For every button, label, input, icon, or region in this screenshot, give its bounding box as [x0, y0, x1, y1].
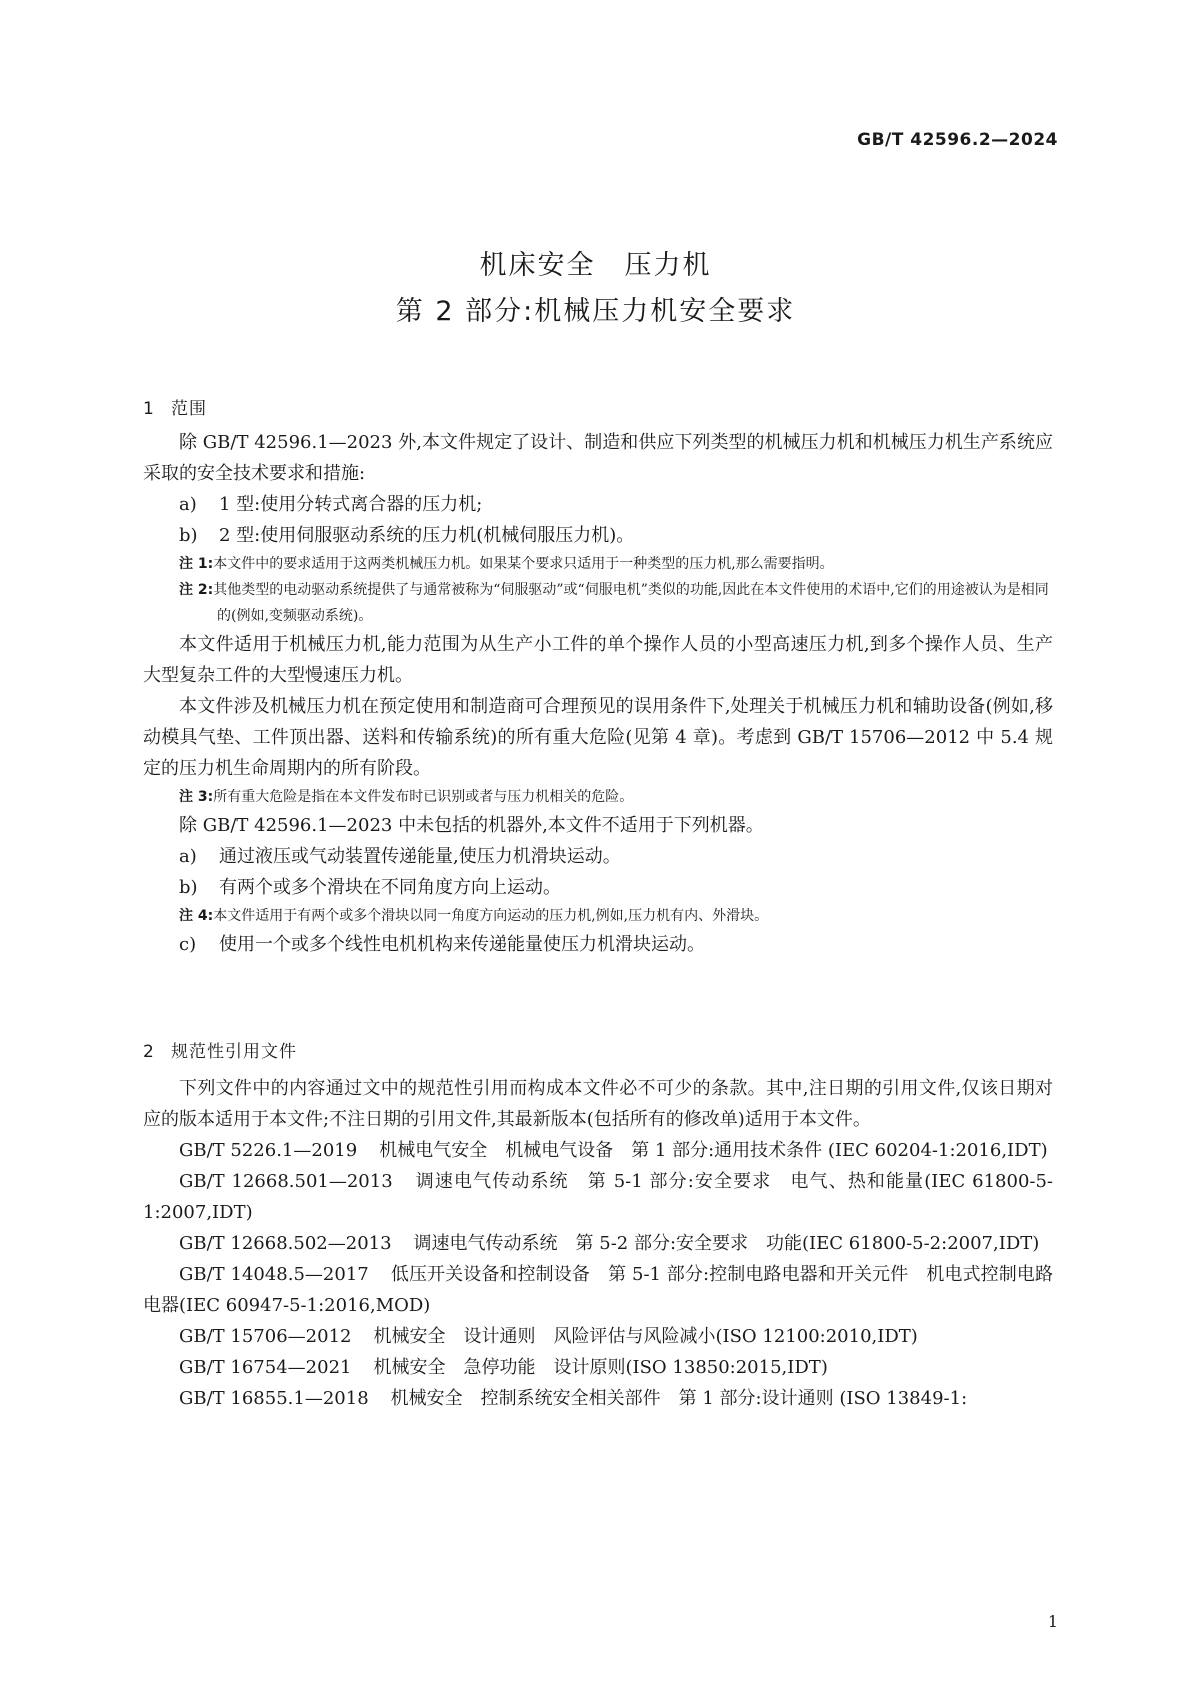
list-label: c): [179, 934, 197, 955]
note-label: 注 2:: [179, 582, 214, 598]
section-number: 1: [143, 399, 155, 419]
note-label: 注 4:: [179, 908, 214, 924]
paragraph: 下列文件中的内容通过文中的规范性引用而构成本文件必不可少的条款。其中,注日期的引用文件,仅该日期对应的版本适用于本文件;不注日期的引用文件,其最新版本(包括所有的修改单)适用于本文件。: [143, 1078, 1053, 1130]
references-body: [143, 1073, 1053, 1414]
section-number: 2: [143, 1042, 155, 1062]
standard-code: GB/T 42596.2—2024: [857, 130, 1058, 150]
reference-entry: [143, 1321, 1053, 1352]
reference-title: 机械安全 控制系统安全相关部件 第 1 部分:设计通则 (ISO 13849-1:: [390, 1388, 968, 1409]
reference-code: GB/T 15706—2012: [179, 1326, 352, 1347]
section-title: 范围: [171, 399, 207, 419]
note: [143, 577, 1053, 629]
note-text: 其他类型的电动驱动系统提供了与通常被称为“伺服驱动”或“伺服电机”类似的功能,因此在本文件使用的术语中,它们的用途被认为是相同的(例如,变频驱动系统)。: [213, 582, 1049, 624]
paragraph: 除 GB/T 42596.1—2023 外,本文件规定了设计、制造和供应下列类型的机械压力机和机械压力机生产系统应采取的安全技术要求和措施:: [143, 432, 1053, 484]
note-label: 注 3:: [179, 789, 214, 805]
section-title: 规范性引用文件: [171, 1042, 297, 1062]
section-heading-scope: [143, 394, 207, 419]
reference-entry: [143, 1383, 1053, 1414]
list-label: a): [179, 846, 197, 867]
note: [143, 903, 1053, 929]
list-text: 1 型:使用分转式离合器的压力机;: [219, 494, 483, 515]
reference-title: 低压开关设备和控制设备 第 5-1 部分:控制电路电器和开关元件 机电式控制电路电器(IEC 60947-5-1:2016,MOD): [143, 1264, 1053, 1316]
note-text: 本文件适用于有两个或多个滑块以同一角度方向运动的压力机,例如,压力机有内、外滑块。: [213, 908, 769, 924]
reference-title: 机械安全 急停功能 设计原则(ISO 13850:2015,IDT): [373, 1357, 828, 1378]
page-number: 1: [1047, 1612, 1058, 1631]
list-item: [143, 520, 1053, 551]
reference-code: GB/T 12668.501—2013: [179, 1171, 393, 1192]
reference-title: 机械电气安全 机械电气设备 第 1 部分:通用技术条件 (IEC 60204-1:2016,IDT): [379, 1140, 1048, 1161]
section-heading-normative-references: [143, 1037, 297, 1062]
paragraph: 本文件适用于机械压力机,能力范围为从生产小工件的单个操作人员的小型高速压力机,到多个操作人员、生产大型复杂工件的大型慢速压力机。: [143, 634, 1053, 686]
reference-code: GB/T 5226.1—2019: [179, 1140, 358, 1161]
paragraph: 除 GB/T 42596.1—2023 中未包括的机器外,本文件不适用于下列机器。: [179, 815, 764, 836]
list-text: 2 型:使用伺服驱动系统的压力机(机械伺服压力机)。: [219, 525, 635, 546]
list-label: b): [179, 525, 198, 546]
reference-entry: [143, 1166, 1053, 1228]
note: [143, 551, 1053, 577]
reference-entry: [143, 1352, 1053, 1383]
paragraph: 本文件涉及机械压力机在预定使用和制造商可合理预见的误用条件下,处理关于机械压力机和辅助设备(例如,移动模具气垫、工件顶出器、送料和传输系统)的所有重大危险(见第 4 章)。考虑到 GB/T 15706—2012 中 5.4 规定的压力机生命周期内的所有阶段。: [143, 696, 1053, 779]
note-text: 本文件中的要求适用于这两类机械压力机。如果某个要求只适用于一种类型的压力机,那么需要指明。: [213, 556, 834, 572]
reference-entry: [143, 1228, 1053, 1259]
list-item: [143, 929, 1053, 960]
note-label: 注 1:: [179, 556, 214, 572]
list-label: b): [179, 877, 198, 898]
reference-title: 调速电气传动系统 第 5-2 部分:安全要求 功能(IEC 61800-5-2:2007,IDT): [413, 1233, 1040, 1254]
reference-code: GB/T 12668.502—2013: [179, 1233, 392, 1254]
list-text: 有两个或多个滑块在不同角度方向上运动。: [219, 877, 561, 898]
reference-code: GB/T 14048.5—2017: [179, 1264, 369, 1285]
document-title: 机床安全 压力机: [479, 250, 712, 281]
list-item: [143, 872, 1053, 903]
list-text: 通过液压或气动装置传递能量,使压力机滑块运动。: [219, 846, 621, 867]
reference-code: GB/T 16754—2021: [179, 1357, 352, 1378]
list-item: [143, 841, 1053, 872]
reference-entry: [143, 1259, 1053, 1321]
scope-body: [143, 427, 1053, 960]
reference-title: 调速电气传动系统 第 5-1 部分:安全要求 电气、热和能量(IEC 61800-5-1:2007,IDT): [143, 1171, 1054, 1223]
reference-title: 机械安全 设计通则 风险评估与风险减小(ISO 12100:2010,IDT): [373, 1326, 918, 1347]
note-text: 所有重大危险是指在本文件发布时已识别或者与压力机相关的危险。: [213, 789, 634, 805]
list-label: a): [179, 494, 197, 515]
reference-code: GB/T 16855.1—2018: [179, 1388, 369, 1409]
list-text: 使用一个或多个线性电机机构来传递能量使压力机滑块运动。: [219, 934, 705, 955]
list-item: [143, 489, 1053, 520]
note: [143, 784, 1053, 810]
reference-entry: [143, 1135, 1053, 1166]
document-subtitle: 第 2 部分:机械压力机安全要求: [395, 296, 796, 327]
